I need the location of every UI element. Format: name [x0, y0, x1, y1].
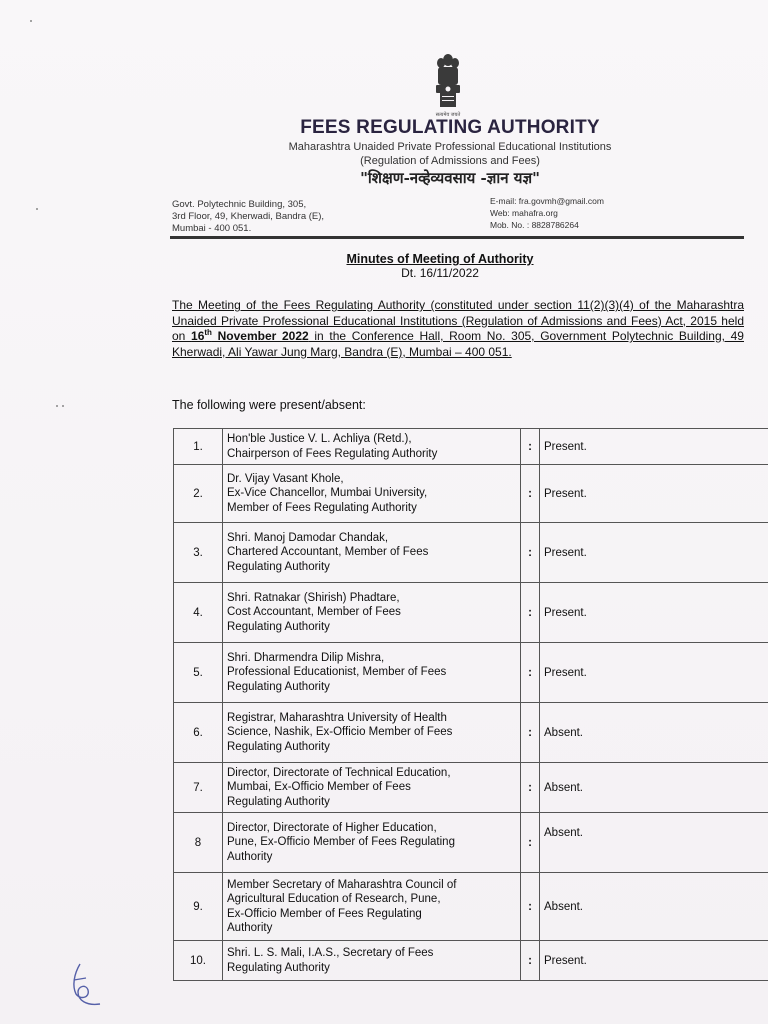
organization-motto: "शिक्षण-नव्हेव्यवसाय -ज्ञान यज्ञ" — [360, 169, 540, 187]
member-designation-line: Member Secretary of Maharashtra Council of — [227, 878, 457, 891]
member-designation-line: Dr. Vijay Vasant Khole, — [227, 472, 344, 485]
member-designation-line: Cost Accountant, Member of Fees — [227, 606, 401, 619]
member-designation-line: Agricultural Education of Research, Pune, — [227, 893, 441, 905]
attendance-status: Present. — [540, 429, 768, 465]
row-number: 9. — [174, 873, 223, 941]
separator-colon: : — [521, 941, 540, 981]
member-designation — [223, 703, 521, 763]
member-designation-line: Professional Educationist, Member of Fees — [227, 666, 447, 679]
member-designation-line: Authority — [227, 850, 273, 863]
member-designation — [223, 523, 521, 583]
member-designation-line: Chartered Accountant, Member of Fees — [227, 546, 429, 559]
separator-colon: : — [521, 643, 540, 703]
handwritten-initial-signature — [66, 960, 106, 1010]
row-number: 8 — [174, 813, 223, 873]
contact-email: E-mail: fra.govmh@gmail.com — [490, 196, 604, 206]
meeting-intro-paragraph — [172, 298, 744, 360]
attendance-row — [174, 763, 768, 813]
intro-text-2: in the Conference Hall, Room No. 305, Government Polytechnic Building, 49 Kherwadi, Ali Yawar Jung Marg, Bandra (E), Mumbai – 400 051. — [172, 329, 744, 359]
member-designation-line: Pune, Ex-Officio Member of Fees Regulating — [227, 836, 455, 849]
address-line-2: 3rd Floor, 49, Kherwadi, Bandra (E), — [172, 211, 325, 222]
intro-text-1: The Meeting of the Fees Regulating Authority (constituted under section 11(2)(3)(4) of the Maharashtra Unaided Private Professional Educational Institutions (Regulation of Admissions and Fees) Act, 2015 held on — [172, 298, 744, 343]
organization-subtitle-2: (Regulation of Admissions and Fees) — [360, 155, 540, 167]
attendance-table — [173, 428, 768, 981]
member-designation-line: Director, Directorate of Higher Education, — [227, 821, 437, 834]
intro-day-suffix: th — [204, 328, 212, 337]
address-line-3: Mumbai - 400 051. — [172, 223, 252, 234]
separator-colon: : — [521, 523, 540, 583]
row-number: 3. — [174, 523, 223, 583]
attendance-status: Present. — [540, 941, 768, 981]
header-divider — [170, 236, 744, 239]
contact-mobile: Mob. No. : 8828786264 — [490, 220, 579, 230]
attendance-status: Present. — [540, 583, 768, 643]
minutes-date: Dt. 16/11/2022 — [401, 266, 479, 280]
attendance-row — [174, 941, 768, 981]
member-designation-line: Regulating Authority — [227, 680, 330, 693]
member-designation — [223, 643, 521, 703]
separator-colon: : — [521, 429, 540, 465]
contact-web: Web: mahafra.org — [490, 208, 558, 218]
separator-colon: : — [521, 763, 540, 813]
member-designation-line: Ex-Vice Chancellor, Mumbai University, — [227, 487, 428, 500]
separator-colon: : — [521, 873, 540, 941]
attendance-status: Absent. — [540, 703, 768, 763]
intro-date-bold — [191, 329, 309, 343]
member-designation-line: Shri. Dharmendra Dilip Mishra, — [227, 651, 385, 664]
separator-colon: : — [521, 813, 540, 873]
attendance-status: Present. — [540, 643, 768, 703]
national-emblem-icon — [432, 50, 464, 114]
member-designation-line: Shri. L. S. Mali, I.A.S., Secretary of Fees — [227, 947, 434, 959]
row-number: 6. — [174, 703, 223, 763]
member-designation-line: Regulating Authority — [227, 961, 330, 974]
member-designation-line: Registrar, Maharashtra University of Health — [227, 711, 447, 724]
member-designation-line: Director, Directorate of Technical Education, — [227, 766, 451, 779]
member-designation-line: Chairperson of Fees Regulating Authority — [227, 447, 438, 460]
minutes-title: Minutes of Meeting of Authority — [346, 252, 534, 266]
member-designation-line: Regulating Authority — [227, 740, 330, 753]
attendance-status: Absent. — [540, 813, 768, 873]
intro-month-year: November 2022 — [211, 329, 309, 343]
member-designation-line: Member of Fees Regulating Authority — [227, 501, 417, 514]
member-designation — [223, 873, 521, 941]
attendance-row — [174, 873, 768, 941]
member-designation-line: Authority — [227, 922, 273, 934]
member-designation-line: Shri. Manoj Damodar Chandak, — [227, 531, 389, 544]
row-number: 5. — [174, 643, 223, 703]
member-designation — [223, 941, 521, 981]
scan-speck — [30, 20, 32, 22]
member-designation-line: Regulating Authority — [227, 560, 330, 573]
attendance-row — [174, 465, 768, 523]
row-number: 7. — [174, 763, 223, 813]
member-designation-line: Mumbai, Ex-Officio Member of Fees — [227, 781, 411, 794]
attendance-status: Absent. — [540, 763, 768, 813]
member-designation-line: Regulating Authority — [227, 795, 330, 808]
member-designation — [223, 583, 521, 643]
address-line-1: Govt. Polytechnic Building, 305, — [172, 199, 307, 210]
scan-speck — [36, 208, 38, 210]
attendance-label: The following were present/absent: — [172, 398, 366, 412]
attendance-row — [174, 429, 768, 465]
organization-title: FEES REGULATING AUTHORITY — [300, 117, 600, 138]
attendance-row — [174, 583, 768, 643]
intro-day: 16 — [191, 329, 205, 343]
member-designation-line: Regulating Authority — [227, 620, 330, 633]
member-designation — [223, 763, 521, 813]
row-number: 1. — [174, 429, 223, 465]
member-designation — [223, 429, 521, 465]
separator-colon: : — [521, 583, 540, 643]
separator-colon: : — [521, 465, 540, 523]
member-designation-line: Science, Nashik, Ex-Officio Member of Fees — [227, 726, 453, 739]
attendance-status: Present. — [540, 523, 768, 583]
attendance-status: Absent. — [540, 873, 768, 941]
member-designation-line: Ex-Officio Member of Fees Regulating — [227, 907, 422, 920]
row-number: 4. — [174, 583, 223, 643]
emblem-motto: सत्यमेव जयते — [435, 112, 461, 118]
member-designation — [223, 813, 521, 873]
row-number: 10. — [174, 941, 223, 981]
separator-colon: : — [521, 703, 540, 763]
scan-speck — [62, 405, 64, 407]
member-designation-line: Hon'ble Justice V. L. Achliya (Retd.), — [227, 433, 412, 445]
attendance-row — [174, 523, 768, 583]
attendance-row — [174, 703, 768, 763]
attendance-row — [174, 643, 768, 703]
member-designation — [223, 465, 521, 523]
member-designation-line: Shri. Ratnakar (Shirish) Phadtare, — [227, 591, 400, 604]
attendance-status: Present. — [540, 465, 768, 523]
organization-subtitle-1: Maharashtra Unaided Private Professional Educational Institutions — [288, 141, 612, 153]
row-number: 2. — [174, 465, 223, 523]
attendance-row — [174, 813, 768, 873]
scan-speck — [56, 405, 58, 407]
